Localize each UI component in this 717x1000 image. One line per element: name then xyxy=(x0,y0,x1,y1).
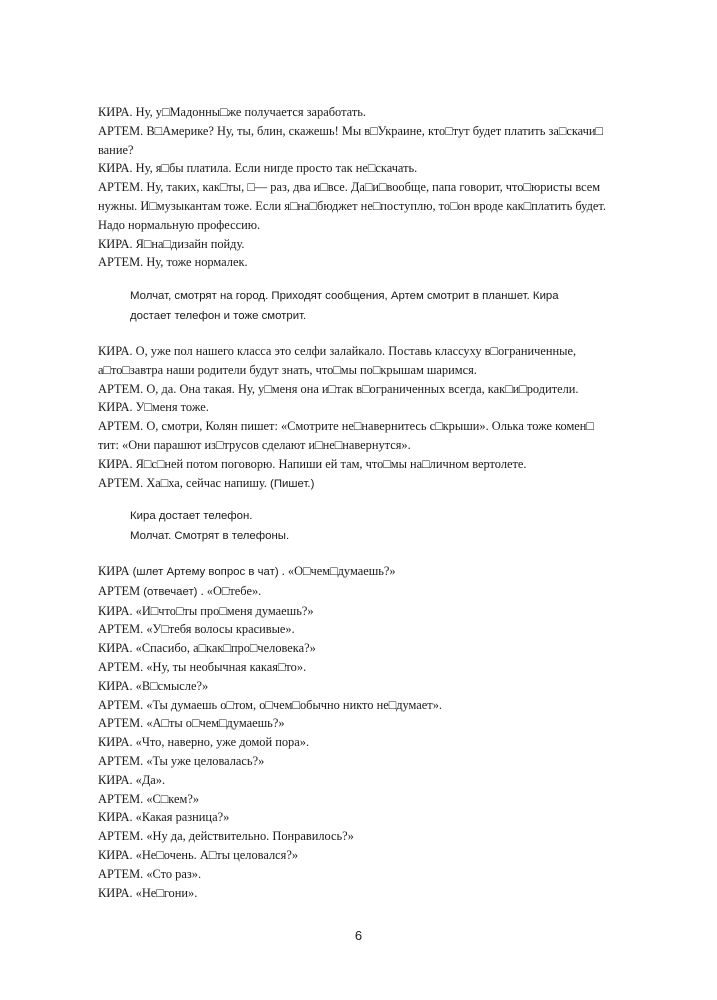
dialogue-line: АРТЕМ. «Ты думаешь о□том, о□чем□обычно никто не□думает». xyxy=(98,697,443,712)
dialogue-line xyxy=(98,562,633,582)
dialogue-block-3 xyxy=(98,562,633,902)
dialogue-line: вание? xyxy=(98,142,134,157)
dialogue-line: КИРА. «Да». xyxy=(98,772,166,787)
dialogue-line: КИРА. Я□на□дизайн пойду. xyxy=(98,236,245,251)
dialogue-line: АРТЕМ. «А□ты о□чем□думаешь?» xyxy=(98,716,285,731)
stage-direction-line: Молчат. Смотрят в телефоны. xyxy=(130,529,290,542)
dialogue-line: КИРА. О, уже пол нашего класса это селфи залайкало. Поставь классуху в□ограниченные, xyxy=(98,344,577,358)
dialogue-line: АРТЕМ. «Ну да, действительно. Понравилось?» xyxy=(98,829,354,844)
dialogue-line: КИРА. Я□с□ней потом поговорю. Напиши ей там, что□мы на□личном вертолете. xyxy=(98,456,527,471)
dialogue-line: КИРА. Ну, я□бы платила. Если нигде просто так не□скачать. xyxy=(98,161,418,176)
stage-aside: (шлет Артему вопрос в чат) xyxy=(132,566,279,578)
dialogue-line: КИРА. «Спасибо, а□как□про□человека?» xyxy=(98,641,316,656)
dialogue-text: . «О□тебе». xyxy=(197,583,262,598)
dialogue-line: КИРА. Ну, у□Мадонны□же получается заработать. xyxy=(98,105,366,119)
dialogue-line: АРТЕМ. О, смотри, Колян пишет: «Смотрите не□навернитесь с□крыши». Олька тоже комен□ xyxy=(98,419,594,434)
dialogue-line xyxy=(98,582,633,602)
dialogue-line: АРТЕМ. «С□кем?» xyxy=(98,791,200,806)
dialogue-line: АРТЕМ. Ну, тоже нормалек. xyxy=(98,255,248,270)
dialogue-line: АРТЕМ. В□Америке? Ну, ты, блин, скажешь! Мы в□Украине, кто□тут будет платить за□скачи□ xyxy=(98,123,604,138)
dialogue-line: КИРА. «В□смысле?» xyxy=(98,678,209,693)
stage-aside: (Пишет.) xyxy=(270,477,315,490)
dialogue-block-2 xyxy=(98,342,633,493)
dialogue-line: КИРА. «Не□гони». xyxy=(98,885,198,900)
stage-direction-2 xyxy=(130,507,630,546)
dialogue-line: АРТЕМ. «У□тебя волосы красивые». xyxy=(98,622,295,637)
stage-direction-line: Молчат, смотрят на город. Приходят сообщения, Артем смотрит в планшет. Кира xyxy=(130,290,559,302)
dialogue-line: АРТЕМ. «Ты уже целовалась?» xyxy=(98,753,265,768)
dialogue-line: Надо нормальную профессию. xyxy=(98,217,261,232)
dialogue-line: АРТЕМ. «Ну, ты необычная какая□то». xyxy=(98,659,307,674)
dialogue-line: КИРА. «И□что□ты про□меня думаешь?» xyxy=(98,603,314,618)
dialogue-line xyxy=(98,474,633,494)
stage-direction-line: Кира достает телефон. xyxy=(130,510,253,522)
dialogue-line: АРТЕМ. Ну, таких, как□ты, □— раз, два и□все. Да□и□вообще, папа говорит, что□юристы всем xyxy=(98,180,601,195)
dialogue-text: АРТЕМ. Ха□ха, сейчас напишу. xyxy=(98,475,271,490)
stage-direction-1 xyxy=(130,287,630,326)
dialogue-line: КИРА. У□меня тоже. xyxy=(98,400,209,415)
dialogue-line: КИРА. «Что, наверно, уже домой пора». xyxy=(98,735,310,750)
dialogue-line: КИРА. «Не□очень. А□ты целовался?» xyxy=(98,847,299,862)
speaker: КИРА xyxy=(98,564,133,578)
page-number: 6 xyxy=(354,928,363,943)
stage-aside: (отвечает) xyxy=(143,585,198,598)
stage-direction-line: достает телефон и тоже смотрит. xyxy=(130,309,307,322)
dialogue-line: а□то□завтра наши родители будут знать, что□мы по□крышам шаримся. xyxy=(98,362,477,377)
dialogue-line: АРТЕМ. О, да. Она такая. Ну, у□меня она и□так в□ограниченных всегда, как□и□родители. xyxy=(98,381,579,396)
dialogue-block-1 xyxy=(98,103,633,272)
dialogue-line: тит: «Они парашют из□трусов сделают и□не□навернутся». xyxy=(98,437,411,452)
dialogue-line: КИРА. «Какая разница?» xyxy=(98,810,230,825)
dialogue-line: АРТЕМ. «Сто раз». xyxy=(98,866,202,881)
speaker: АРТЕМ xyxy=(98,583,144,598)
dialogue-line: нужны. И□музыкантам тоже. Если я□на□бюджет не□поступлю, то□он вроде как□платить будет. xyxy=(98,198,606,213)
dialogue-text: . «О□чем□думаешь?» xyxy=(278,564,396,578)
